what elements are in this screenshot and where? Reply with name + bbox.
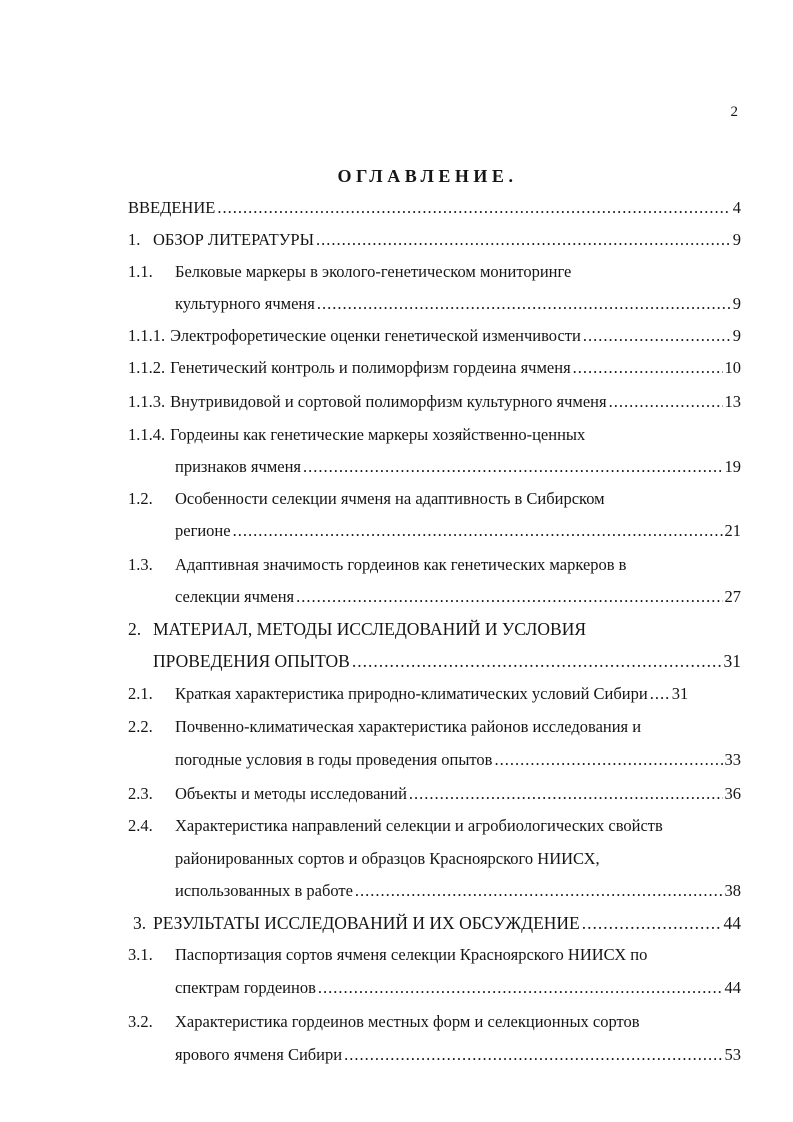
- toc-entry-text: Внутривидовой и сортовой полиморфизм культурного ячменя: [170, 392, 607, 411]
- toc-number: 1.1.: [128, 262, 153, 281]
- toc-page: 9: [732, 230, 741, 249]
- toc-entry-text: Генетический контроль и полиморфизм гордеина ячменя: [170, 358, 571, 377]
- toc-entry-2-2: [128, 717, 741, 741]
- toc-page: 9: [732, 326, 741, 345]
- toc-entry-text: погодные условия в годы проведения опытов: [175, 750, 493, 769]
- toc-number: 1.: [128, 230, 141, 249]
- toc-leader: [317, 294, 731, 314]
- toc-entry-text: Характеристика гордеинов местных форм и селекционных сортов: [175, 1012, 640, 1031]
- toc-entry-text: Паспортизация сортов ячменя селекции Красноярского НИИСХ по: [175, 945, 648, 964]
- toc-entry-text: использованных в работе: [175, 881, 353, 900]
- toc-entry-text: РЕЗУЛЬТАТЫ ИССЛЕДОВАНИЙ И ИХ ОБСУЖДЕНИЕ: [153, 913, 580, 933]
- toc-entry-text: Белковые маркеры в эколого-генетическом мониторинге: [175, 262, 572, 281]
- toc-entry-1-1-1: [128, 326, 741, 350]
- toc-leader: [355, 881, 723, 901]
- toc-entry-2-4-cont2: [175, 881, 741, 905]
- toc-page: 31: [723, 651, 741, 671]
- toc-number: 1.1.1.: [128, 326, 166, 345]
- toc-entry-text: МАТЕРИАЛ, МЕТОДЫ ИССЛЕДОВАНИЙ И УСЛОВИЯ: [153, 619, 587, 639]
- toc-entry-ch2: [128, 619, 741, 643]
- toc-entry-text: спектрам гордеинов: [175, 978, 316, 997]
- toc-entry-2-4: [128, 816, 741, 840]
- toc-entry-1-1-4: [128, 425, 741, 449]
- toc-entry-text: Адаптивная значимость гордеинов как генетических маркеров в: [175, 555, 627, 574]
- toc-number: 1.3.: [128, 555, 153, 574]
- toc-leader: [650, 684, 670, 704]
- toc-entry-text: ОБЗОР ЛИТЕРАТУРЫ: [153, 230, 314, 249]
- toc-page: 38: [724, 881, 741, 900]
- toc-page: 21: [724, 521, 741, 540]
- toc-number: 1.1.3.: [128, 392, 166, 411]
- toc-entry-text: ПРОВЕДЕНИЯ ОПЫТОВ: [153, 651, 350, 671]
- toc-page: 10: [724, 358, 741, 377]
- toc-number: 2.: [128, 619, 142, 639]
- toc-leader: [344, 1045, 722, 1065]
- toc-entry-ch2-cont: [153, 651, 741, 675]
- toc-leader: [303, 457, 723, 477]
- toc-number: 1.1.2.: [128, 358, 166, 377]
- toc-entry-1-1-4-cont: [175, 457, 741, 481]
- toc-number: 3.2.: [128, 1012, 153, 1031]
- toc-entry-text: признаков ячменя: [175, 457, 301, 476]
- toc-leader: [352, 651, 722, 672]
- toc-page: 33: [724, 750, 741, 769]
- toc-entry-text: Гордеины как генетические маркеры хозяйственно-ценных: [170, 425, 586, 444]
- toc-entry-text: культурного ячменя: [175, 294, 315, 313]
- toc-entry-text: Характеристика направлений селекции и агробиологических свойств: [175, 816, 663, 835]
- toc-entry-text: ВВЕДЕНИЕ: [128, 198, 216, 217]
- toc-number: 2.1.: [128, 684, 153, 703]
- toc-entry-2-2-cont: [175, 750, 741, 774]
- toc-entry-1-3: [128, 555, 741, 579]
- toc-leader: [316, 230, 731, 250]
- toc-number: 3.: [133, 913, 147, 933]
- toc-entry-1-2: [128, 489, 741, 513]
- toc-number: 1.2.: [128, 489, 153, 508]
- toc-entry-1-2-cont: [175, 521, 741, 545]
- toc-leader: [318, 978, 723, 998]
- toc-entry-text: ярового ячменя Сибири: [175, 1045, 343, 1064]
- toc-entry-text: Объекты и методы исследований: [175, 784, 407, 803]
- toc-entry-intro: [128, 198, 741, 222]
- toc-entry-1-1-3: [128, 392, 741, 416]
- toc-entry-2-3: [128, 784, 741, 808]
- toc-entry-text: селекции ячменя: [175, 587, 295, 606]
- toc-entry-2-4-cont1: [175, 849, 741, 873]
- toc-leader: [573, 358, 723, 378]
- toc-number: 2.2.: [128, 717, 153, 736]
- toc-leader: [296, 587, 722, 607]
- toc-page: 44: [724, 978, 741, 997]
- toc-page: 4: [732, 198, 741, 217]
- toc-leader: [217, 198, 730, 218]
- toc-entry-3-2: [128, 1012, 741, 1036]
- toc-number: 3.1.: [128, 945, 153, 964]
- toc-entry-1-1-cont: [175, 294, 741, 318]
- toc-leader: [494, 750, 722, 770]
- toc-page: 9: [732, 294, 741, 313]
- toc-leader: [233, 521, 723, 541]
- toc-entry-1-1-2: [128, 358, 741, 382]
- toc-entry-text: Почвенно-климатическая характеристика районов исследования и: [175, 717, 642, 736]
- toc-leader: [409, 784, 723, 804]
- toc-page: 31: [671, 684, 689, 703]
- toc-leader: [609, 392, 723, 412]
- toc-entry-ch1: [128, 230, 741, 254]
- toc-entry-3-2-cont: [175, 1045, 741, 1069]
- page-number: 2: [730, 104, 738, 120]
- toc-entry-text: Электрофоретические оценки генетической изменчивости: [170, 326, 581, 345]
- toc-leader: [583, 326, 731, 346]
- toc-page: 13: [724, 392, 741, 411]
- toc-entry-text: регионе: [175, 521, 231, 540]
- toc-entry-3-1-cont: [175, 978, 741, 1002]
- toc-number: 2.4.: [128, 816, 153, 835]
- toc-leader: [582, 913, 722, 934]
- toc-number: 2.3.: [128, 784, 153, 803]
- toc-entry-text: Краткая характеристика природно-климатических условий Сибири: [175, 684, 648, 703]
- toc-entry-3-1: [128, 945, 741, 969]
- toc-entry-2-1: [128, 684, 741, 708]
- toc-page: 53: [724, 1045, 741, 1064]
- toc-entry-text: Особенности селекции ячменя на адаптивность в Сибирском: [175, 489, 605, 508]
- toc-page: 44: [723, 913, 741, 933]
- toc-page: 27: [724, 587, 741, 606]
- toc-page: 36: [724, 784, 741, 803]
- toc-page: 19: [724, 457, 741, 476]
- toc-title: ОГЛАВЛЕНИЕ.: [337, 166, 518, 186]
- toc-entry-text: районированных сортов и образцов Красноярского НИИСХ,: [175, 849, 600, 868]
- toc-entry-ch3: [133, 913, 741, 937]
- toc-entry-1-1: [128, 262, 741, 286]
- toc-entry-1-3-cont: [175, 587, 741, 611]
- toc-number: 1.1.4.: [128, 425, 166, 444]
